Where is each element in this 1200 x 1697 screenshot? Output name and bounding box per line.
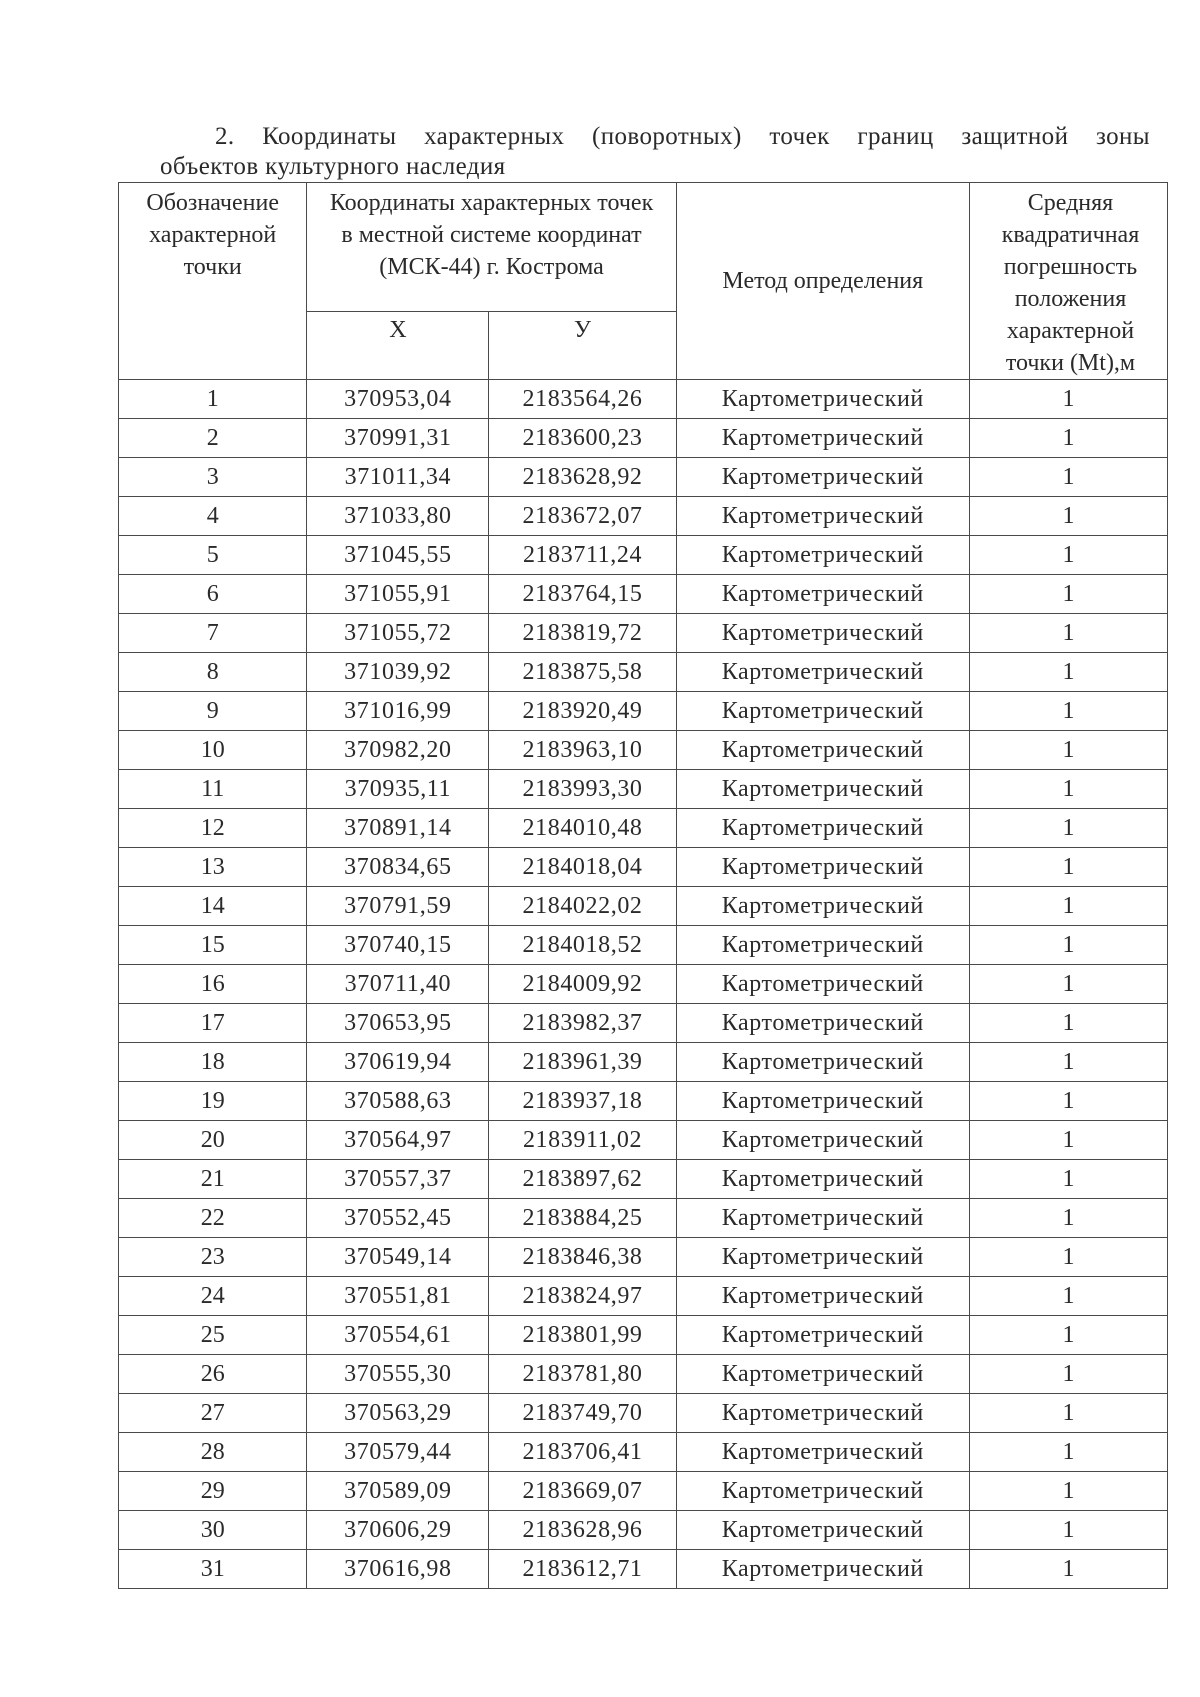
table-row (119, 1316, 1168, 1355)
point-number: 26 (119, 1355, 307, 1394)
header-error: Средняя квадратичная погрешность положения характерной точки (Mt),м (969, 183, 1167, 380)
point-number: 1 (119, 380, 307, 419)
coord-x: 371033,80 (307, 497, 489, 536)
point-number: 14 (119, 887, 307, 926)
table-row (119, 1238, 1168, 1277)
coord-x: 370740,15 (307, 926, 489, 965)
point-number: 24 (119, 1277, 307, 1316)
error-cell: 1 (969, 497, 1167, 536)
table-row (119, 419, 1168, 458)
coord-y: 2183600,23 (489, 419, 676, 458)
table-row (119, 1394, 1168, 1433)
table-row (119, 848, 1168, 887)
point-number: 4 (119, 497, 307, 536)
error-cell: 1 (969, 1316, 1167, 1355)
point-number: 31 (119, 1550, 307, 1589)
coord-x: 370552,45 (307, 1199, 489, 1238)
point-number: 30 (119, 1511, 307, 1550)
coord-x: 370619,94 (307, 1043, 489, 1082)
error-cell: 1 (969, 1121, 1167, 1160)
point-number: 10 (119, 731, 307, 770)
table-row (119, 458, 1168, 497)
method-cell: Картометрический (676, 1043, 969, 1082)
coord-y: 2183781,80 (489, 1355, 676, 1394)
coord-y: 2183764,15 (489, 575, 676, 614)
error-cell: 1 (969, 419, 1167, 458)
error-cell: 1 (969, 536, 1167, 575)
heading-line-1: 2. Координаты характерных (поворотных) точек границ защитной зоны (215, 123, 1150, 150)
error-cell: 1 (969, 1082, 1167, 1121)
point-number: 19 (119, 1082, 307, 1121)
method-cell: Картометрический (676, 536, 969, 575)
section-heading (160, 122, 1150, 182)
point-number: 16 (119, 965, 307, 1004)
point-number: 8 (119, 653, 307, 692)
error-cell: 1 (969, 575, 1167, 614)
error-cell: 1 (969, 1394, 1167, 1433)
error-cell: 1 (969, 1550, 1167, 1589)
coord-y: 2183875,58 (489, 653, 676, 692)
coord-x: 370653,95 (307, 1004, 489, 1043)
error-cell: 1 (969, 1277, 1167, 1316)
table-row (119, 1199, 1168, 1238)
coord-y: 2183749,70 (489, 1394, 676, 1433)
point-number: 3 (119, 458, 307, 497)
method-cell: Картометрический (676, 1160, 969, 1199)
coord-y: 2183897,62 (489, 1160, 676, 1199)
coord-x: 370549,14 (307, 1238, 489, 1277)
error-cell: 1 (969, 614, 1167, 653)
point-number: 9 (119, 692, 307, 731)
point-number: 25 (119, 1316, 307, 1355)
table-row (119, 692, 1168, 731)
method-cell: Картометрический (676, 458, 969, 497)
table-row (119, 731, 1168, 770)
point-number: 2 (119, 419, 307, 458)
error-cell: 1 (969, 809, 1167, 848)
coord-y: 2184018,52 (489, 926, 676, 965)
point-number: 5 (119, 536, 307, 575)
point-number: 15 (119, 926, 307, 965)
method-cell: Картометрический (676, 653, 969, 692)
table-row (119, 497, 1168, 536)
table-row (119, 380, 1168, 419)
error-cell: 1 (969, 770, 1167, 809)
point-number: 27 (119, 1394, 307, 1433)
coord-y: 2183993,30 (489, 770, 676, 809)
header-point-designation: Обозначение характерной точки (119, 183, 307, 380)
table-row (119, 1433, 1168, 1472)
table-row (119, 965, 1168, 1004)
point-number: 22 (119, 1199, 307, 1238)
error-cell: 1 (969, 458, 1167, 497)
coord-x: 370563,29 (307, 1394, 489, 1433)
table-row (119, 1160, 1168, 1199)
point-number: 12 (119, 809, 307, 848)
error-cell: 1 (969, 887, 1167, 926)
method-cell: Картометрический (676, 1550, 969, 1589)
point-number: 28 (119, 1433, 307, 1472)
method-cell: Картометрический (676, 848, 969, 887)
method-cell: Картометрический (676, 1277, 969, 1316)
error-cell: 1 (969, 380, 1167, 419)
method-cell: Картометрический (676, 1082, 969, 1121)
point-number: 7 (119, 614, 307, 653)
coordinates-table (118, 182, 1168, 1589)
coord-y: 2183706,41 (489, 1433, 676, 1472)
method-cell: Картометрический (676, 419, 969, 458)
coord-x: 370588,63 (307, 1082, 489, 1121)
header-y: У (489, 311, 676, 379)
coord-x: 370557,37 (307, 1160, 489, 1199)
table-row (119, 1355, 1168, 1394)
method-cell: Картометрический (676, 887, 969, 926)
coord-x: 370711,40 (307, 965, 489, 1004)
error-cell: 1 (969, 1355, 1167, 1394)
coord-y: 2183963,10 (489, 731, 676, 770)
error-cell: 1 (969, 1199, 1167, 1238)
error-cell: 1 (969, 1511, 1167, 1550)
coord-x: 370953,04 (307, 380, 489, 419)
coord-x: 370606,29 (307, 1511, 489, 1550)
coord-x: 370579,44 (307, 1433, 489, 1472)
coord-y: 2183628,92 (489, 458, 676, 497)
coord-y: 2183564,26 (489, 380, 676, 419)
coord-y: 2183920,49 (489, 692, 676, 731)
coord-x: 371016,99 (307, 692, 489, 731)
method-cell: Картометрический (676, 965, 969, 1004)
coord-y: 2183711,24 (489, 536, 676, 575)
error-cell: 1 (969, 965, 1167, 1004)
header-x: X (307, 311, 489, 379)
point-number: 17 (119, 1004, 307, 1043)
method-cell: Картометрический (676, 1121, 969, 1160)
error-cell: 1 (969, 692, 1167, 731)
method-cell: Картометрический (676, 692, 969, 731)
coord-y: 2183819,72 (489, 614, 676, 653)
coord-y: 2183846,38 (489, 1238, 676, 1277)
table-row (119, 809, 1168, 848)
method-cell: Картометрический (676, 1472, 969, 1511)
method-cell: Картометрический (676, 380, 969, 419)
coord-y: 2183628,96 (489, 1511, 676, 1550)
error-cell: 1 (969, 1004, 1167, 1043)
table-row (119, 1043, 1168, 1082)
coord-x: 370935,11 (307, 770, 489, 809)
method-cell: Картометрический (676, 770, 969, 809)
point-number: 29 (119, 1472, 307, 1511)
coord-y: 2183884,25 (489, 1199, 676, 1238)
method-cell: Картометрический (676, 1199, 969, 1238)
coord-x: 370555,30 (307, 1355, 489, 1394)
method-cell: Картометрический (676, 1238, 969, 1277)
coord-x: 370554,61 (307, 1316, 489, 1355)
error-cell: 1 (969, 1472, 1167, 1511)
coord-y: 2183669,07 (489, 1472, 676, 1511)
table-row (119, 614, 1168, 653)
method-cell: Картометрический (676, 926, 969, 965)
heading-line-2: объектов культурного наследия (160, 153, 506, 180)
coord-x: 370564,97 (307, 1121, 489, 1160)
table-row (119, 1082, 1168, 1121)
coord-x: 370982,20 (307, 731, 489, 770)
point-number: 11 (119, 770, 307, 809)
coord-x: 371039,92 (307, 653, 489, 692)
error-cell: 1 (969, 1433, 1167, 1472)
coord-x: 370589,09 (307, 1472, 489, 1511)
method-cell: Картометрический (676, 1355, 969, 1394)
coord-y: 2184022,02 (489, 887, 676, 926)
coord-x: 371055,91 (307, 575, 489, 614)
error-cell: 1 (969, 926, 1167, 965)
method-cell: Картометрический (676, 1316, 969, 1355)
error-cell: 1 (969, 1160, 1167, 1199)
point-number: 21 (119, 1160, 307, 1199)
coord-x: 370551,81 (307, 1277, 489, 1316)
coord-y: 2183911,02 (489, 1121, 676, 1160)
error-cell: 1 (969, 1238, 1167, 1277)
coord-y: 2183937,18 (489, 1082, 676, 1121)
coord-y: 2183612,71 (489, 1550, 676, 1589)
table-row (119, 1121, 1168, 1160)
coord-x: 371055,72 (307, 614, 489, 653)
coord-x: 370791,59 (307, 887, 489, 926)
method-cell: Картометрический (676, 1511, 969, 1550)
table-row (119, 536, 1168, 575)
method-cell: Картометрический (676, 497, 969, 536)
coord-x: 370891,14 (307, 809, 489, 848)
point-number: 18 (119, 1043, 307, 1082)
coord-x: 370991,31 (307, 419, 489, 458)
coord-y: 2183961,39 (489, 1043, 676, 1082)
table-row (119, 575, 1168, 614)
table-body (119, 380, 1168, 1589)
coord-x: 370834,65 (307, 848, 489, 887)
method-cell: Картометрический (676, 1004, 969, 1043)
point-number: 13 (119, 848, 307, 887)
table-row (119, 1550, 1168, 1589)
method-cell: Картометрический (676, 1433, 969, 1472)
point-number: 20 (119, 1121, 307, 1160)
method-cell: Картометрический (676, 1394, 969, 1433)
header-coordinates: Координаты характерных точек в местной системе координат (МСК-44) г. Кострома (307, 183, 676, 312)
coord-x: 371045,55 (307, 536, 489, 575)
coord-x: 371011,34 (307, 458, 489, 497)
table-row (119, 770, 1168, 809)
method-cell: Картометрический (676, 575, 969, 614)
error-cell: 1 (969, 653, 1167, 692)
coord-y: 2184010,48 (489, 809, 676, 848)
point-number: 6 (119, 575, 307, 614)
table-row (119, 653, 1168, 692)
table-row (119, 1277, 1168, 1316)
table-row (119, 1511, 1168, 1550)
error-cell: 1 (969, 848, 1167, 887)
coord-x: 370616,98 (307, 1550, 489, 1589)
table-row (119, 1004, 1168, 1043)
coord-y: 2183824,97 (489, 1277, 676, 1316)
coord-y: 2184009,92 (489, 965, 676, 1004)
coord-y: 2183672,07 (489, 497, 676, 536)
method-cell: Картометрический (676, 731, 969, 770)
table-row (119, 887, 1168, 926)
coord-y: 2183801,99 (489, 1316, 676, 1355)
coord-y: 2183982,37 (489, 1004, 676, 1043)
method-cell: Картометрический (676, 614, 969, 653)
method-cell: Картометрический (676, 809, 969, 848)
point-number: 23 (119, 1238, 307, 1277)
coord-y: 2184018,04 (489, 848, 676, 887)
error-cell: 1 (969, 1043, 1167, 1082)
header-method: Метод определения (676, 183, 969, 380)
table-row (119, 1472, 1168, 1511)
error-cell: 1 (969, 731, 1167, 770)
table-row (119, 926, 1168, 965)
